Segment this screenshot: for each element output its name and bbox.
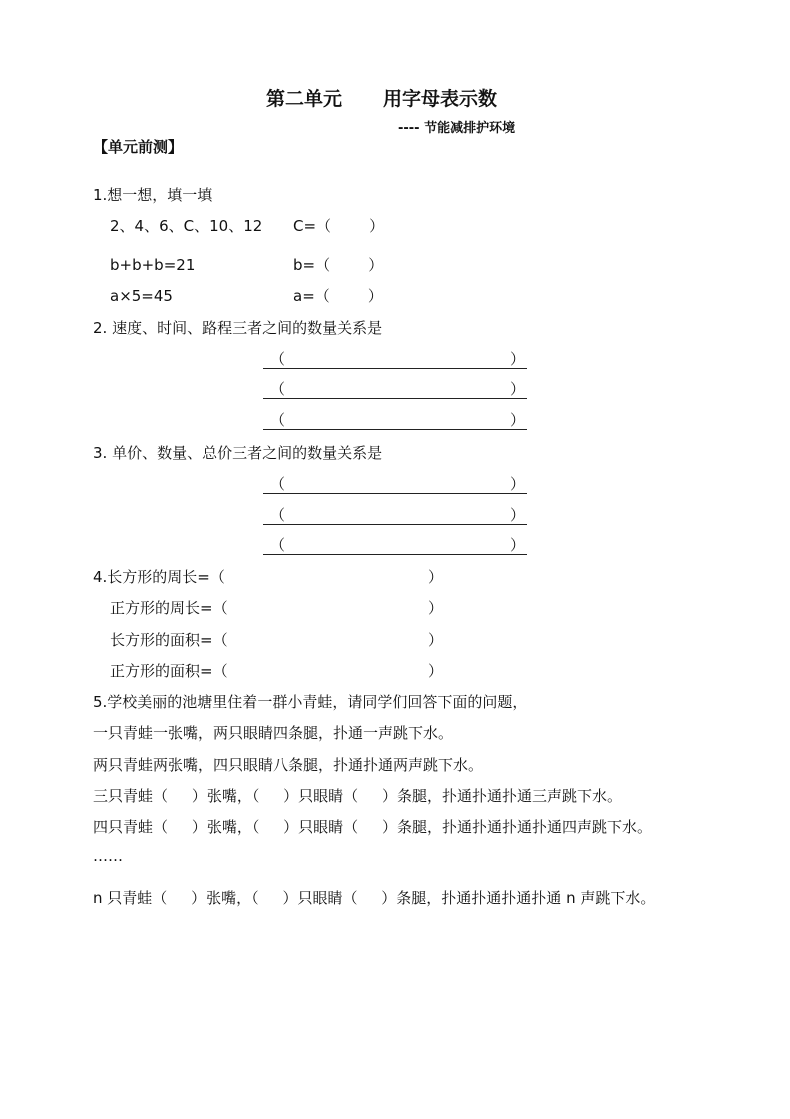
q3-blank-close-3: ） bbox=[510, 536, 526, 554]
q3-blank-open-1: （ bbox=[270, 475, 286, 493]
q2-prompt: 2. 速度、时间、路程三者之间的数量关系是 bbox=[93, 319, 383, 337]
q3-blank-open-2: （ bbox=[270, 506, 286, 524]
q2-blank-close-3: ） bbox=[510, 411, 526, 429]
q1-prompt: 1.想一想，填一填 bbox=[93, 186, 213, 204]
q2-answer-line-1[interactable] bbox=[263, 368, 527, 369]
q2-blank-open-3: （ bbox=[270, 411, 286, 429]
q5-ellipsis: …… bbox=[93, 847, 123, 865]
q4-item-4[interactable]: 正方形的面积=（ bbox=[110, 662, 228, 680]
section-label: 【单元前测】 bbox=[93, 138, 184, 156]
q1-answer-2[interactable]: b=（ ） bbox=[293, 256, 384, 274]
q4-item-2[interactable]: 正方形的周长=（ bbox=[110, 599, 228, 617]
page-subtitle: ---- 节能减排护环境 bbox=[398, 121, 516, 136]
q2-blank-close-2: ） bbox=[510, 380, 526, 398]
q5-line-3[interactable]: 三只青蛙（ ）张嘴，（ ）只眼睛（ ）条腿，扑通扑通扑通三声跳下水。 bbox=[93, 787, 623, 805]
q4-close-2: ） bbox=[428, 599, 444, 617]
q3-answer-line-2[interactable] bbox=[263, 524, 527, 525]
q4-close-4: ） bbox=[428, 662, 444, 680]
q1-answer-1[interactable]: C=（ ） bbox=[293, 217, 385, 235]
q2-blank-open-1: （ bbox=[270, 350, 286, 368]
q4-close-1: ） bbox=[428, 568, 444, 586]
q2-blank-close-1: ） bbox=[510, 350, 526, 368]
q5-line-n[interactable]: n 只青蛙（ ）张嘴，（ ）只眼睛（ ）条腿，扑通扑通扑通扑通 n 声跳下水。 bbox=[93, 889, 656, 907]
q1-expr-2: b+b+b=21 bbox=[110, 256, 196, 274]
page-title-topic: 用字母表示数 bbox=[383, 88, 498, 110]
q3-blank-open-3: （ bbox=[270, 536, 286, 554]
q3-prompt: 3. 单价、数量、总价三者之间的数量关系是 bbox=[93, 444, 383, 462]
q2-blank-open-2: （ bbox=[270, 380, 286, 398]
q4-item-1[interactable]: 4.长方形的周长=（ bbox=[93, 568, 225, 586]
q2-answer-line-2[interactable] bbox=[263, 398, 527, 399]
q1-answer-3[interactable]: a=（ ） bbox=[293, 287, 383, 305]
page-title-unit: 第二单元 bbox=[266, 88, 343, 110]
q5-line-4[interactable]: 四只青蛙（ ）张嘴，（ ）只眼睛（ ）条腿，扑通扑通扑通扑通四声跳下水。 bbox=[93, 818, 653, 836]
q4-item-3[interactable]: 长方形的面积=（ bbox=[110, 631, 228, 649]
q1-expr-1: 2、4、6、C、10、12 bbox=[110, 217, 263, 235]
q1-expr-3: a×5=45 bbox=[110, 287, 173, 305]
q3-blank-close-2: ） bbox=[510, 506, 526, 524]
q3-answer-line-1[interactable] bbox=[263, 493, 527, 494]
q4-close-3: ） bbox=[428, 631, 444, 649]
q3-blank-close-1: ） bbox=[510, 475, 526, 493]
q5-line-1: 一只青蛙一张嘴，两只眼睛四条腿，扑通一声跳下水。 bbox=[93, 724, 454, 742]
q5-line-2: 两只青蛙两张嘴，四只眼睛八条腿，扑通扑通两声跳下水。 bbox=[93, 756, 484, 774]
q5-prompt: 5.学校美丽的池塘里住着一群小青蛙，请同学们回答下面的问题， bbox=[93, 693, 528, 711]
q3-answer-line-3[interactable] bbox=[263, 554, 527, 555]
q2-answer-line-3[interactable] bbox=[263, 429, 527, 430]
